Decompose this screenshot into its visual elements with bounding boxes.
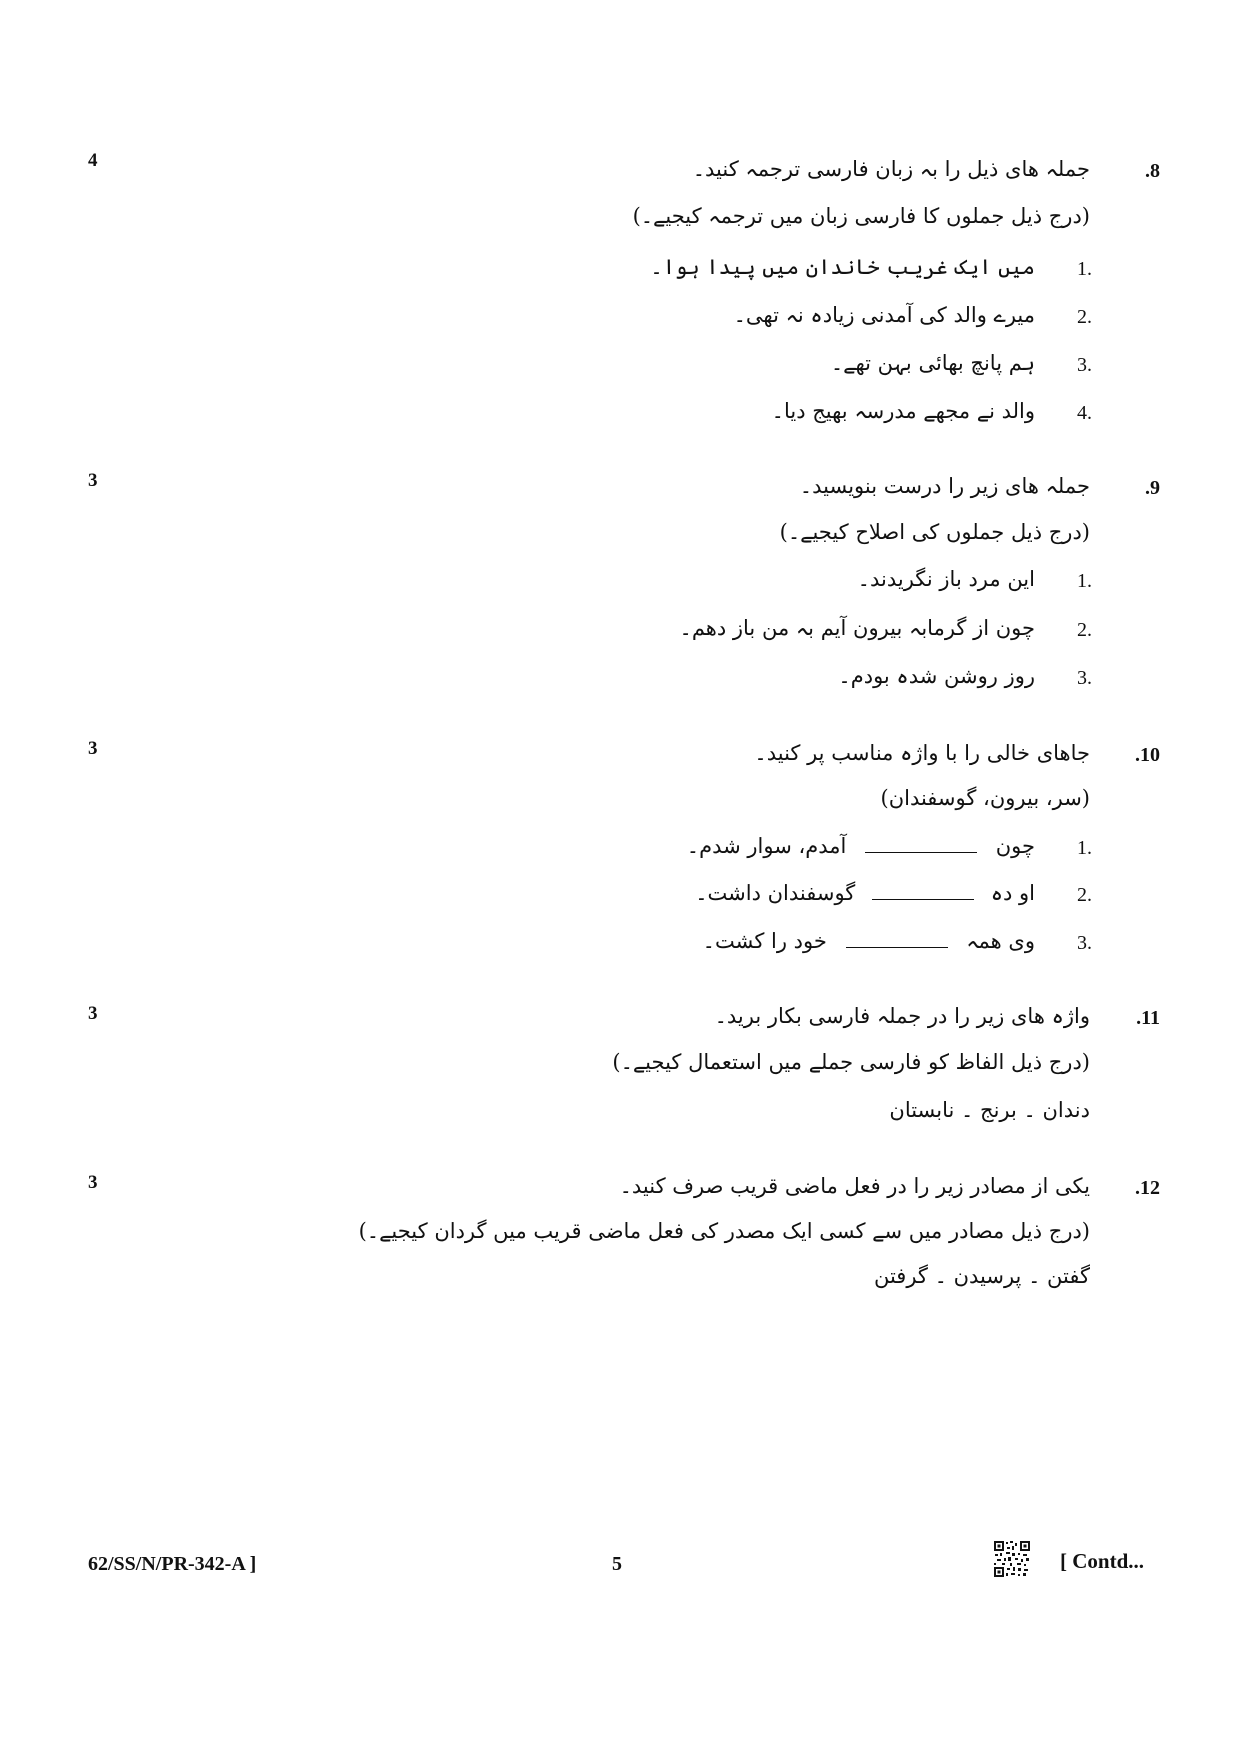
q9-marks: 3 [88,470,98,491]
q12-words: گفتن ۔ پرسیدن ۔ گرفتن [873,1264,1090,1288]
q10-item2-line [695,881,1035,905]
continued-label: [ Contd... [1060,1549,1145,1573]
q9-item3-text: روز روشن شدہ بودم۔ [838,664,1035,688]
fill-blank-1[interactable] [865,834,977,853]
q10-number: .10 [1135,744,1160,766]
q8-item2-text: میرے والد کی آمدنی زیادہ نہ تھی۔ [733,303,1035,327]
q9-number: .9 [1145,477,1160,499]
paper-code: 62/SS/N/PR-342-A ] [88,1553,257,1575]
q10-item2-after: گوسفندان داشت۔ [695,881,856,905]
q12-number: .12 [1135,1177,1160,1199]
q11-instruction: (درج ذیل الفاظ کو فارسی جملے میں استعمال کیجیے۔) [612,1050,1090,1074]
q9-item2-number: 2. [1077,619,1092,641]
q8-item2-number: 2. [1077,306,1092,328]
q10-item3-line [703,929,1035,953]
q9-item1-number: 1. [1077,570,1092,592]
q12-text: یکی از مصادر زیر را در فعل ماضی قریب صرف کنید۔ [619,1174,1090,1198]
q10-item1-number: 1. [1077,837,1092,859]
fill-blank-2[interactable] [872,881,974,900]
q10-item2-number: 2. [1077,884,1092,906]
q11-number: .11 [1136,1007,1160,1029]
q10-marks: 3 [88,738,98,759]
page-number: 5 [612,1553,622,1575]
q10-item1-line [687,834,1035,858]
q8-item3-text: ہم پانچ بھائی بہن تھے۔ [830,351,1035,375]
q11-text: واژہ ھای زیر را در جملہ فارسی بکار برید۔ [714,1004,1090,1028]
q8-item1-text: میں ایک غریب خاندان میں پیدا ہوا۔ [650,255,1035,279]
q10-item2-before: او دہ [990,881,1035,905]
q10-item1-after: آمدم، سوار شدم۔ [686,834,847,858]
q12-instruction: (درج ذیل مصادر میں سے کسی ایک مصدر کی فعل ماضی قریب میں گردان کیجیے۔) [358,1219,1090,1243]
q11-marks: 3 [88,1003,98,1024]
q10-item3-number: 3. [1077,932,1092,954]
q9-text: جملہ ھای زیر را درست بنویسید۔ [799,474,1090,498]
q10-text: جاھای خالی را با واژہ مناسب پر کنید۔ [754,741,1090,765]
q8-marks: 4 [88,150,98,171]
q8-item4-text: والد نے مجھے مدرسہ بھیج دیا۔ [771,399,1035,423]
q12-marks: 3 [88,1172,98,1193]
q10-item3-after: خود را کشت۔ [702,929,827,953]
q8-instruction: (درج ذیل جملوں کا فارسی زبان میں ترجمہ کیجیے۔) [632,204,1090,228]
q10-instruction: (سر، بیرون، گوسفندان) [880,786,1090,810]
q8-number: .8 [1145,160,1160,182]
q9-instruction: (درج ذیل جملوں کی اصلاح کیجیے۔) [779,520,1090,544]
qr-code-icon [993,1540,1031,1578]
q8-item1-number: 1. [1077,258,1092,280]
q8-item3-number: 3. [1077,354,1092,376]
q8-item4-number: 4. [1077,402,1092,424]
q9-item1-text: این مرد باز نگریدند۔ [857,567,1035,591]
fill-blank-3[interactable] [846,929,948,948]
q9-item3-number: 3. [1077,667,1092,689]
q10-item3-before: وی ھمہ [966,929,1035,953]
q8-text: جملہ ھای ذیل را بہ زبان فارسی ترجمہ کنید۔ [692,157,1090,181]
q10-item1-before: چون [995,834,1035,858]
q11-words: دندان ۔ برنج ۔ نابستان [889,1098,1090,1122]
q9-item2-text: چون از گرمابہ بیرون آیم بہ من باز دھم۔ [679,616,1035,640]
